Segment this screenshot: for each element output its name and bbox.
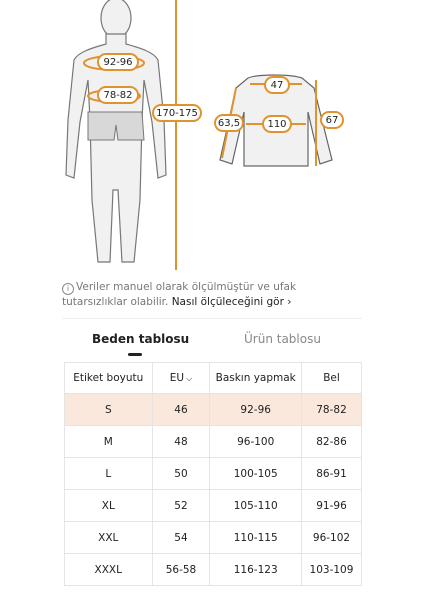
cell-chest: 96-100 bbox=[210, 426, 302, 458]
note-text: Veriler manuel olarak ölçülmüştür ve ufak tutarsızlıklar olabilir. bbox=[62, 281, 297, 308]
sleeve-tag: 63,5 bbox=[214, 114, 244, 132]
cell-eu: 50 bbox=[152, 458, 210, 490]
cell-waist: 78-82 bbox=[301, 394, 361, 426]
cell-waist: 96-102 bbox=[301, 522, 361, 554]
shirt-chest-tag: 47 bbox=[264, 76, 290, 94]
height-measure-tag: 170-175 bbox=[152, 104, 202, 122]
table-row[interactable] bbox=[65, 394, 362, 426]
cell-chest: 100-105 bbox=[210, 458, 302, 490]
chevron-down-icon: ⌵ bbox=[186, 374, 193, 383]
divider bbox=[62, 318, 362, 319]
cell-chest: 116-123 bbox=[210, 554, 302, 586]
cell-size: XXXL bbox=[65, 554, 153, 586]
measurement-note bbox=[62, 280, 362, 309]
cell-eu: 52 bbox=[152, 490, 210, 522]
cell-chest: 92-96 bbox=[210, 394, 302, 426]
cell-waist: 86-91 bbox=[301, 458, 361, 490]
table-header-row bbox=[65, 363, 362, 394]
info-icon: i bbox=[62, 283, 74, 295]
how-to-measure-link[interactable]: Nasıl ölçüleceğini gör › bbox=[171, 296, 292, 308]
tab-product-chart[interactable]: Ürün tablosu bbox=[244, 332, 321, 346]
table-row[interactable] bbox=[65, 554, 362, 586]
cell-waist: 103-109 bbox=[301, 554, 361, 586]
table-row[interactable] bbox=[65, 426, 362, 458]
cell-eu: 48 bbox=[152, 426, 210, 458]
header-eu-dropdown[interactable]: EU ⌵ bbox=[152, 363, 210, 394]
cell-size: XXL bbox=[65, 522, 153, 554]
cell-size: M bbox=[65, 426, 153, 458]
size-illustration bbox=[0, 0, 424, 275]
table-row[interactable] bbox=[65, 522, 362, 554]
table-row[interactable] bbox=[65, 490, 362, 522]
active-tab-indicator bbox=[128, 353, 142, 356]
cell-eu: 46 bbox=[152, 394, 210, 426]
cell-eu: 54 bbox=[152, 522, 210, 554]
cell-waist: 82-86 bbox=[301, 426, 361, 458]
header-label-size: Etiket boyutu bbox=[65, 363, 153, 394]
size-table bbox=[64, 362, 362, 586]
cell-chest: 105-110 bbox=[210, 490, 302, 522]
chest-measure-tag: 92-96 bbox=[97, 53, 139, 71]
size-tabs bbox=[62, 324, 362, 360]
cell-size: S bbox=[65, 394, 153, 426]
cell-size: L bbox=[65, 458, 153, 490]
cell-chest: 110-115 bbox=[210, 522, 302, 554]
cell-size: XL bbox=[65, 490, 153, 522]
header-waist: Bel bbox=[301, 363, 361, 394]
body-width-tag: 110 bbox=[262, 115, 292, 133]
body-figure-svg bbox=[0, 0, 424, 275]
table-row[interactable] bbox=[65, 458, 362, 490]
waist-measure-tag: 78-82 bbox=[97, 86, 139, 104]
header-chest: Baskın yapmak bbox=[210, 363, 302, 394]
shirt-length-tag: 67 bbox=[320, 111, 344, 129]
cell-eu: 56-58 bbox=[152, 554, 210, 586]
tab-size-chart[interactable]: Beden tablosu bbox=[92, 332, 190, 346]
cell-waist: 91-96 bbox=[301, 490, 361, 522]
